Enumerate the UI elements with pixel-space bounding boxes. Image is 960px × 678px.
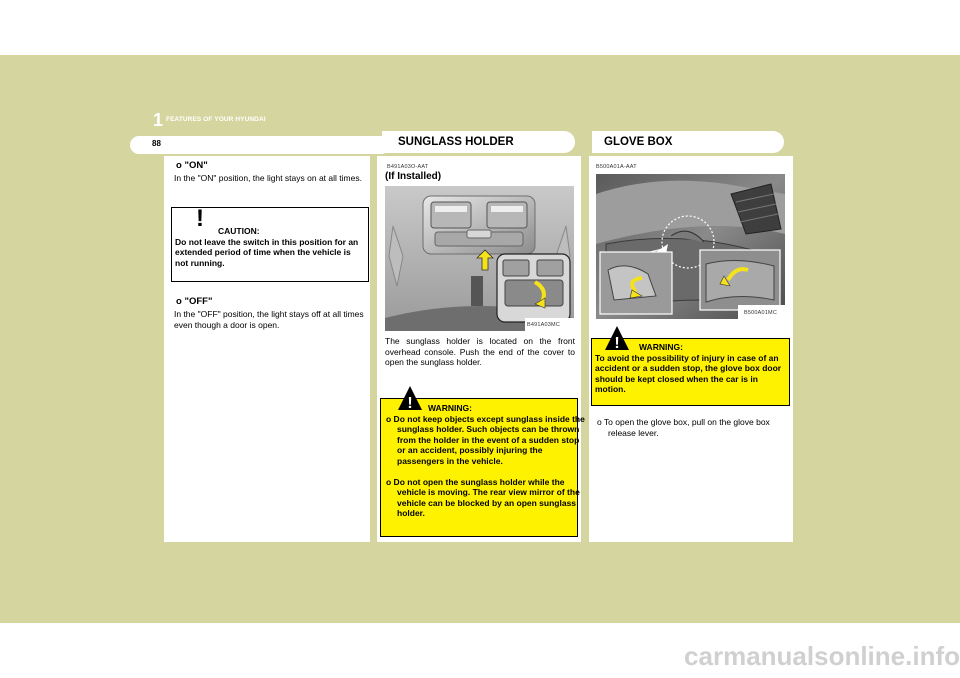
caution-text: Do not leave the switch in this position for an extended period of time when the vehicle is not running. <box>175 237 359 268</box>
sunglass-warning-item: o Do not keep objects except sunglass inside the sunglass holder. Such objects can be thrown from the holder in the event of a sudden stop or an accident, possibly injuring the passengers in the vehicle. <box>386 414 585 466</box>
glovebox-warning-title: WARNING: <box>639 342 683 352</box>
exclamation-icon <box>187 204 213 230</box>
glovebox-image-label: B500A01MC <box>744 310 777 316</box>
overhead-console-illustration <box>385 186 574 331</box>
sunglass-holder-image <box>385 186 574 331</box>
caution-title: CAUTION: <box>218 226 260 236</box>
off-heading: o "OFF" <box>176 296 213 307</box>
glovebox-warning-text: To avoid the possibility of injury in case of an accident or a sudden stop, the glove box door should be kept closed when the car is in motion. <box>595 353 782 395</box>
sunglass-warning-item: o Do not open the sunglass holder while the vehicle is moving. The rear view mirror of the vehicle can be blocked by an open sunglass holder. <box>386 477 580 519</box>
exclamation-icon <box>397 385 423 411</box>
svg-text:!: ! <box>407 395 413 411</box>
svg-text:!: ! <box>196 205 204 230</box>
glovebox-body: o To open the glove box, pull on the glove box release lever. <box>597 417 770 438</box>
glovebox-warning-box <box>591 335 790 406</box>
off-text: In the "OFF" position, the light stays off at all times even though a door is open. <box>174 309 364 330</box>
page-number: 88 <box>152 139 161 148</box>
glove-box-image <box>596 174 785 319</box>
sunglass-body: The sunglass holder is located on the front overhead console. Push the end of the cover to open the sunglass holder. <box>385 336 575 367</box>
sunglass-warning-box <box>380 395 585 537</box>
section-title-glove-box: GLOVE BOX <box>592 131 784 153</box>
chapter-title: FEATURES OF YOUR HYUNDAI <box>166 116 266 123</box>
chapter-number: 1 <box>153 110 164 130</box>
watermark: carmanualsonline.info <box>684 641 960 671</box>
sunglass-subtitle: (If Installed) <box>385 171 442 182</box>
sunglass-warning-title: WARNING: <box>428 403 472 413</box>
section-title-sunglass-holder: SUNGLASS HOLDER <box>382 131 575 153</box>
glovebox-code: B500A01A-AAT <box>596 164 637 170</box>
sunglass-code: B491A03O-AAT <box>387 164 429 170</box>
exclamation-icon <box>604 325 630 351</box>
svg-text:!: ! <box>614 335 620 351</box>
glove-box-illustration <box>596 174 785 319</box>
page-number-tab <box>138 136 390 154</box>
on-heading: o "ON" <box>176 160 208 171</box>
on-text: In the "ON" position, the light stays on at all times. <box>174 173 362 183</box>
sunglass-image-label: B491A03MC <box>527 322 560 328</box>
caution-box <box>171 207 369 282</box>
